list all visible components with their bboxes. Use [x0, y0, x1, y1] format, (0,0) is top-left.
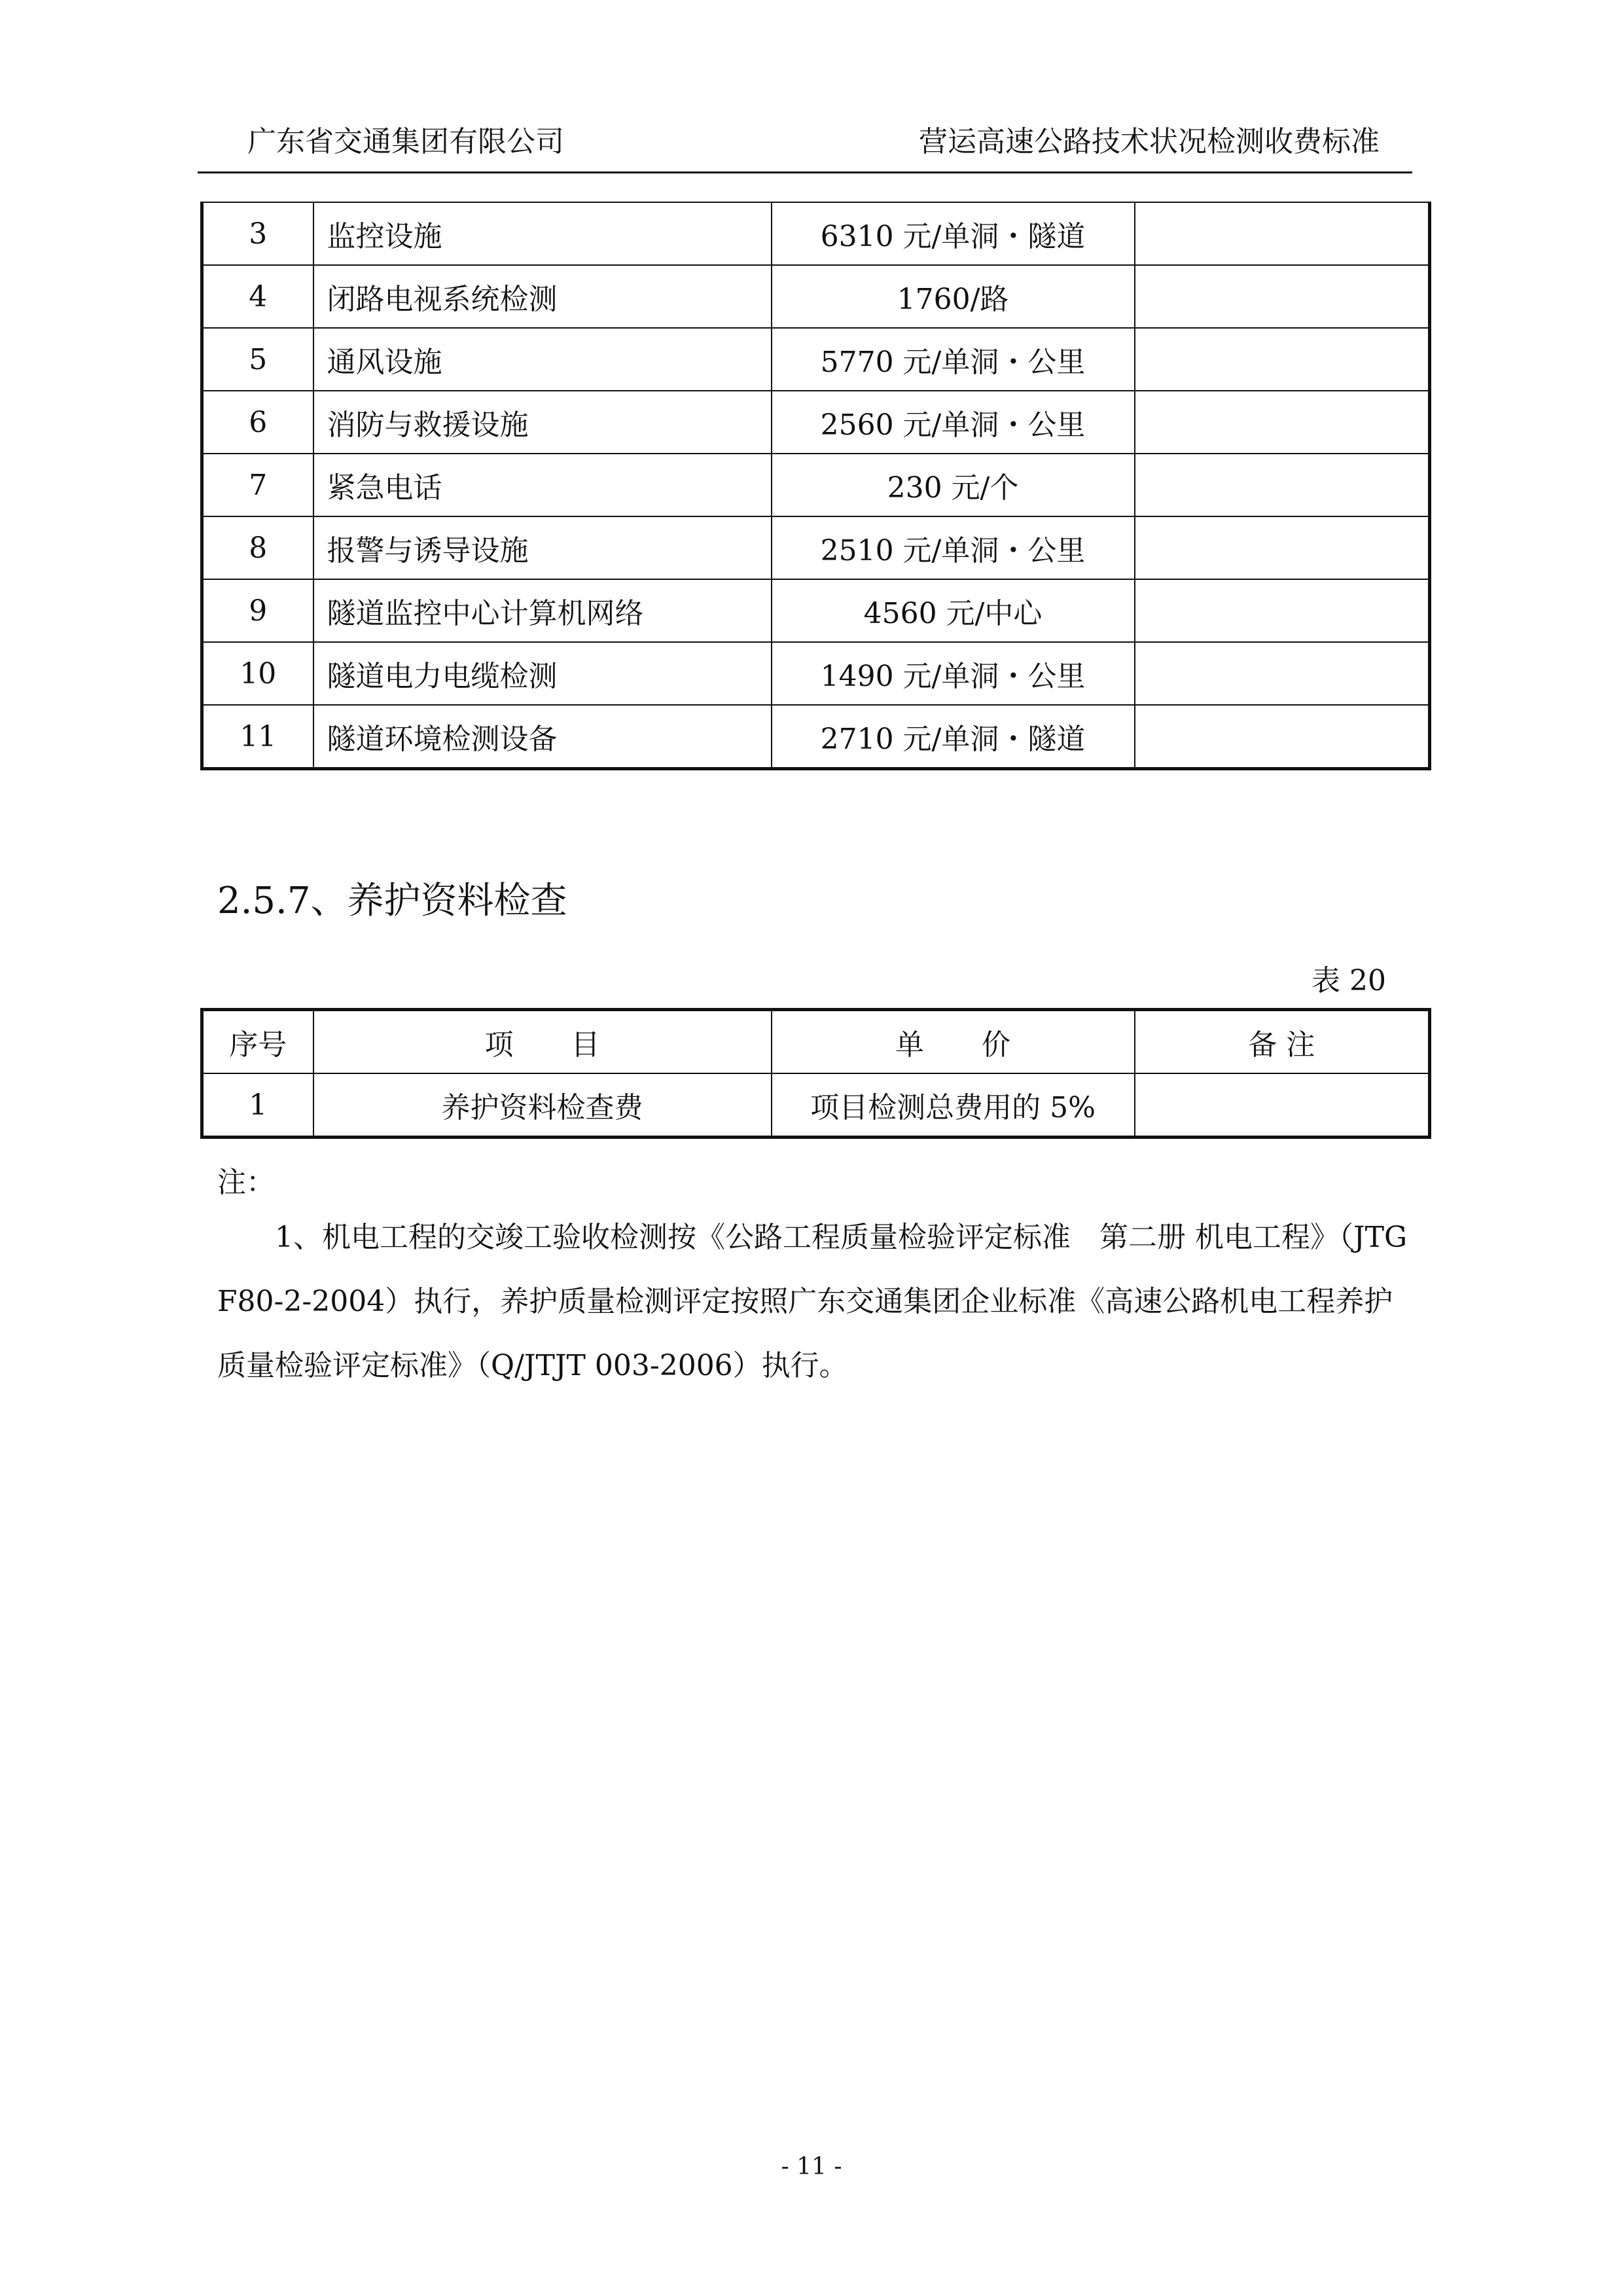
table-caption: 表 20 [1311, 964, 1386, 997]
row-number: 1 [202, 1073, 313, 1138]
row-price: 2510 元/单洞・公里 [772, 516, 1135, 579]
row-price: 4560 元/中心 [772, 579, 1135, 642]
row-note [1135, 202, 1430, 265]
row-note [1135, 454, 1430, 516]
row-number: 9 [202, 579, 313, 642]
row-number: 8 [202, 516, 313, 579]
header-number: 序号 [202, 1010, 313, 1074]
notes-label: 注： [217, 1166, 275, 1199]
row-price: 5770 元/单洞・公里 [772, 328, 1135, 391]
row-item: 隧道监控中心计算机网络 [313, 579, 772, 642]
row-item: 消防与救援设施 [313, 391, 772, 454]
row-item: 报警与诱导设施 [313, 516, 772, 579]
table-row [202, 516, 1430, 579]
table-row [202, 1073, 1430, 1138]
row-note [1135, 328, 1430, 391]
row-note [1135, 516, 1430, 579]
table-header-row [202, 1010, 1430, 1074]
header-item: 项 目 [313, 1010, 772, 1074]
row-price: 2560 元/单洞・公里 [772, 391, 1135, 454]
row-number: 3 [202, 202, 313, 265]
table-row [202, 454, 1430, 516]
row-item: 通风设施 [313, 328, 772, 391]
row-note [1135, 265, 1430, 328]
row-price: 项目检测总费用的 5% [772, 1073, 1135, 1138]
row-price: 230 元/个 [772, 454, 1135, 516]
row-price: 2710 元/单洞・隧道 [772, 705, 1135, 769]
table-row [202, 642, 1430, 705]
header-divider [198, 171, 1412, 173]
row-number: 6 [202, 391, 313, 454]
header-note: 备 注 [1135, 1010, 1430, 1074]
header-document-title: 营运高速公路技术状况检测收费标准 [919, 125, 1380, 158]
row-item: 紧急电话 [313, 454, 772, 516]
header-price: 单 价 [772, 1010, 1135, 1074]
table-row [202, 202, 1430, 265]
row-note [1135, 1073, 1430, 1138]
notes-paragraph: 1、机电工程的交竣工验收检测按《公路工程质量检验评定标准 第二册 机电工程》（JTG F80-2-2004）执行，养护质量检测评定按照广东交通集团企业标准《高速公路机电工程养护质量检验评定标准》（Q/JTJT 003-2006）执行。 [217, 1221, 1408, 1382]
row-note [1135, 579, 1430, 642]
row-number: 5 [202, 328, 313, 391]
row-price: 1490 元/单洞・公里 [772, 642, 1135, 705]
table-row [202, 265, 1430, 328]
table-row [202, 579, 1430, 642]
row-note [1135, 705, 1430, 769]
fee-table-continued [200, 202, 1431, 770]
row-item: 闭路电视系统检测 [313, 265, 772, 328]
row-number: 11 [202, 705, 313, 769]
row-item: 养护资料检查费 [313, 1073, 772, 1138]
row-note [1135, 642, 1430, 705]
row-number: 7 [202, 454, 313, 516]
row-item: 隧道电力电缆检测 [313, 642, 772, 705]
page-number: - 11 - [781, 2153, 842, 2180]
row-price: 1760/路 [772, 265, 1135, 328]
table-row [202, 328, 1430, 391]
row-number: 10 [202, 642, 313, 705]
row-number: 4 [202, 265, 313, 328]
header-organization: 广东省交通集团有限公司 [247, 125, 564, 158]
row-item: 监控设施 [313, 202, 772, 265]
row-note [1135, 391, 1430, 454]
section-heading: 2.5.7、养护资料检查 [217, 880, 567, 922]
table-row [202, 391, 1430, 454]
maintenance-records-fee-table [200, 1008, 1431, 1139]
row-item: 隧道环境检测设备 [313, 705, 772, 769]
row-price: 6310 元/单洞・隧道 [772, 202, 1135, 265]
table-row [202, 705, 1430, 769]
